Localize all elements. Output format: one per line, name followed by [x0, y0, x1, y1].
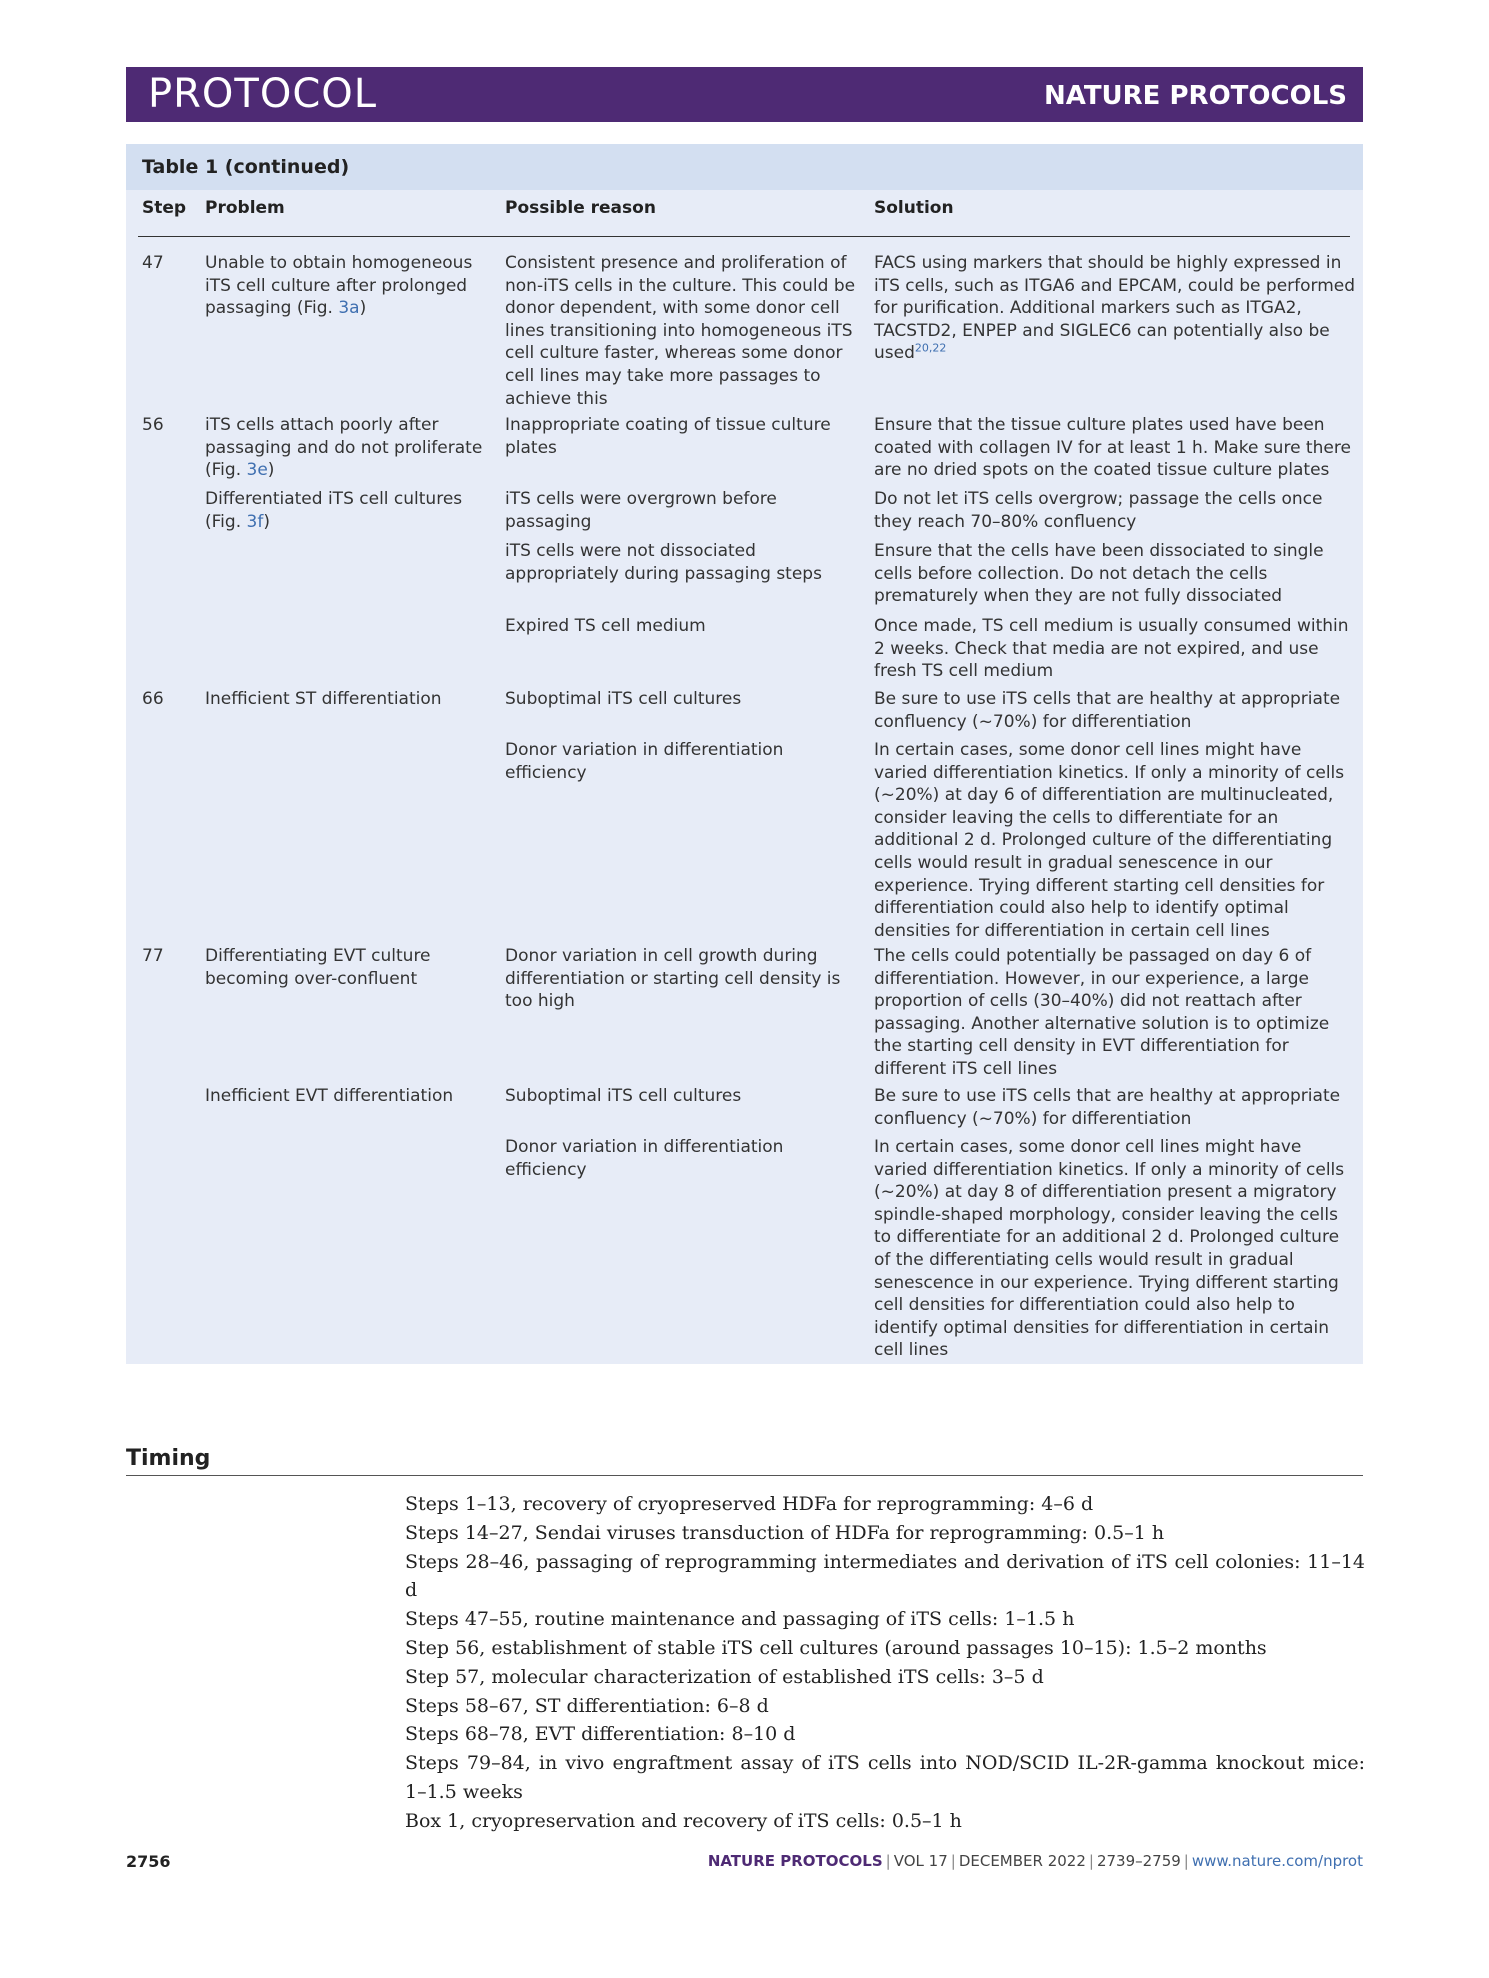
row-solution: Ensure that the cells have been dissociated to single cells before collection. Do not detach the cells prematurely when they are not fully dissociated [874, 541, 1324, 607]
page-number: 2756 [126, 1852, 171, 1871]
row-step: 47 [142, 253, 164, 273]
timing-item: Steps 68–78, EVT differentiation: 8–10 d [405, 1723, 796, 1746]
solution-text: FACS using markers that should be highly expressed in iTS cells, such as ITGA6 and EPCAM, could be performed for purification. Additional markers such as ITGA2, TACSTD2, ENPEP and SIGLEC6 can potentially also be used [874, 253, 1356, 364]
row-reason: Expired TS cell medium [505, 616, 706, 636]
row-solution: In certain cases, some donor cell lines might have varied differentiation kinetics. If only a minority of cells (~20%) at day 8 of differentiation present a migratory spindle-shaped morphology, consider leaving the cells to differentiate for an additional 2 d. Prolonged culture of the differentiating cells would result in gradual senescence in our experience. Trying different starting cell densities for differentiation could also help to identify optimal densities for differentiation in certain cell lines [874, 1137, 1345, 1361]
row-step: 56 [142, 415, 164, 435]
row-problem: Unable to obtain homogeneous iTS cell culture after prolonged passaging (Fig. 3a) [205, 253, 473, 319]
row-solution: Do not let iTS cells overgrow; passage the cells once they reach 70–80% confluency [874, 489, 1323, 532]
timing-heading: Timing [126, 1446, 211, 1471]
header-journal-name: NATURE PROTOCOLS [1043, 81, 1347, 111]
row-problem: Inefficient ST differentiation [205, 689, 442, 709]
footer-citation: NATURE PROTOCOLS | VOL 17 | DECEMBER 2022 | 2739–2759 | www.nature.com/nprot [707, 1852, 1363, 1870]
row-reason: Suboptimal iTS cell cultures [505, 689, 742, 709]
row-solution: Ensure that the tissue culture plates used have been coated with collagen IV for at least 1 h. Make sure there are no dried spots on the coated tissue culture plates [874, 415, 1351, 481]
troubleshooting-table [126, 144, 1363, 1364]
timing-item: Steps 47–55, routine maintenance and passaging of iTS cells: 1–1.5 h [405, 1608, 1075, 1631]
table-title: Table 1 (continued) [142, 156, 350, 178]
column-header-reason: Possible reason [505, 198, 656, 218]
row-problem: Differentiating EVT culture becoming over-confluent [205, 946, 431, 989]
timing-item: Steps 79–84, in vivo engraftment assay of iTS cells into NOD/SCID IL-2R-gamma knockout mice: 1–1.5 weeks [405, 1752, 1365, 1803]
row-problem: iTS cells attach poorly after passaging and do not proliferate (Fig. 3e) [205, 415, 483, 481]
row-reason: Inappropriate coating of tissue culture plates [505, 415, 831, 458]
row-solution [874, 252, 1356, 365]
footer-journal: NATURE PROTOCOLS [707, 1852, 883, 1870]
header-section-label: PROTOCOL [148, 71, 378, 117]
row-reason: Donor variation in differentiation efficiency [505, 1137, 784, 1180]
timing-item: Step 56, establishment of stable iTS cell cultures (around passages 10–15): 1.5–2 months [405, 1636, 1267, 1659]
table-title-bar [126, 144, 1363, 190]
row-reason: iTS cells were not dissociated appropriately during passaging steps [505, 541, 822, 584]
timing-item: Steps 14–27, Sendai viruses transduction of HDFa for reprogramming: 0.5–1 h [405, 1521, 1165, 1544]
page-header [126, 67, 1363, 122]
footer-date: DECEMBER 2022 [958, 1852, 1086, 1870]
row-solution: In certain cases, some donor cell lines might have varied differentiation kinetics. If only a minority of cells (~20%) at day 6 of differentiation are multinucleated, consider leaving the cells to differentiate for an additional 2 d. Prolonged culture of the differentiating cells would result in gradual senescence in our experience. Trying different starting cell densities for differentiation could also help to identify optimal densities for differentiation in certain cell lines [874, 740, 1345, 941]
timing-list [405, 1490, 1365, 1836]
footer-url-link[interactable]: www.nature.com/nprot [1191, 1852, 1363, 1870]
timing-rule [126, 1475, 1363, 1476]
row-reason: Donor variation in differentiation efficiency [505, 740, 784, 783]
row-step: 77 [142, 946, 164, 966]
row-reason: Consistent presence and proliferation of non-iTS cells in the culture. This could be donor dependent, with some donor cell lines transitioning into homogeneous iTS cell culture faster, whereas some donor cell lines may take more passages to achieve this [505, 253, 856, 409]
column-header-problem: Problem [205, 198, 285, 218]
timing-item: Step 57, molecular characterization of established iTS cells: 3–5 d [405, 1665, 1044, 1688]
row-reason: Suboptimal iTS cell cultures [505, 1086, 742, 1106]
row-solution: The cells could potentially be passaged on day 6 of differentiation. However, in our experience, a large proportion of cells (30–40%) did not reattach after passaging. Another alternative solution is to optimize the starting cell density in EVT differentiation for different iTS cell lines [874, 946, 1330, 1079]
footer-volume: VOL 17 [893, 1852, 948, 1870]
row-step: 66 [142, 689, 164, 709]
footer-pages: 2739–2759 [1096, 1852, 1181, 1870]
row-reason: iTS cells were overgrown before passaging [505, 489, 777, 532]
row-problem: Inefficient EVT differentiation [205, 1086, 454, 1106]
timing-item: Steps 58–67, ST differentiation: 6–8 d [405, 1694, 769, 1717]
row-solution: Once made, TS cell medium is usually consumed within 2 weeks. Check that media are not expired, and use fresh TS cell medium [874, 616, 1349, 682]
timing-item: Steps 28–46, passaging of reprogramming intermediates and derivation of iTS cell colonies: 11–14 d [405, 1550, 1365, 1602]
reference-superscript[interactable]: 20,22 [914, 341, 947, 355]
timing-item: Box 1, cryopreservation and recovery of iTS cells: 0.5–1 h [405, 1809, 962, 1832]
row-solution: Be sure to use iTS cells that are healthy at appropriate confluency (~70%) for differentiation [874, 1086, 1341, 1129]
column-header-step: Step [142, 198, 187, 218]
row-reason: Donor variation in cell growth during differentiation or starting cell density is too high [505, 946, 841, 1012]
row-solution: Be sure to use iTS cells that are healthy at appropriate confluency (~70%) for differentiation [874, 689, 1341, 732]
timing-item: Steps 1–13, recovery of cryopreserved HDFa for reprogramming: 4–6 d [405, 1493, 1094, 1515]
row-problem: Differentiated iTS cell cultures (Fig. 3f) [205, 489, 463, 532]
table-header-rule [138, 236, 1350, 237]
column-header-solution: Solution [874, 198, 954, 218]
